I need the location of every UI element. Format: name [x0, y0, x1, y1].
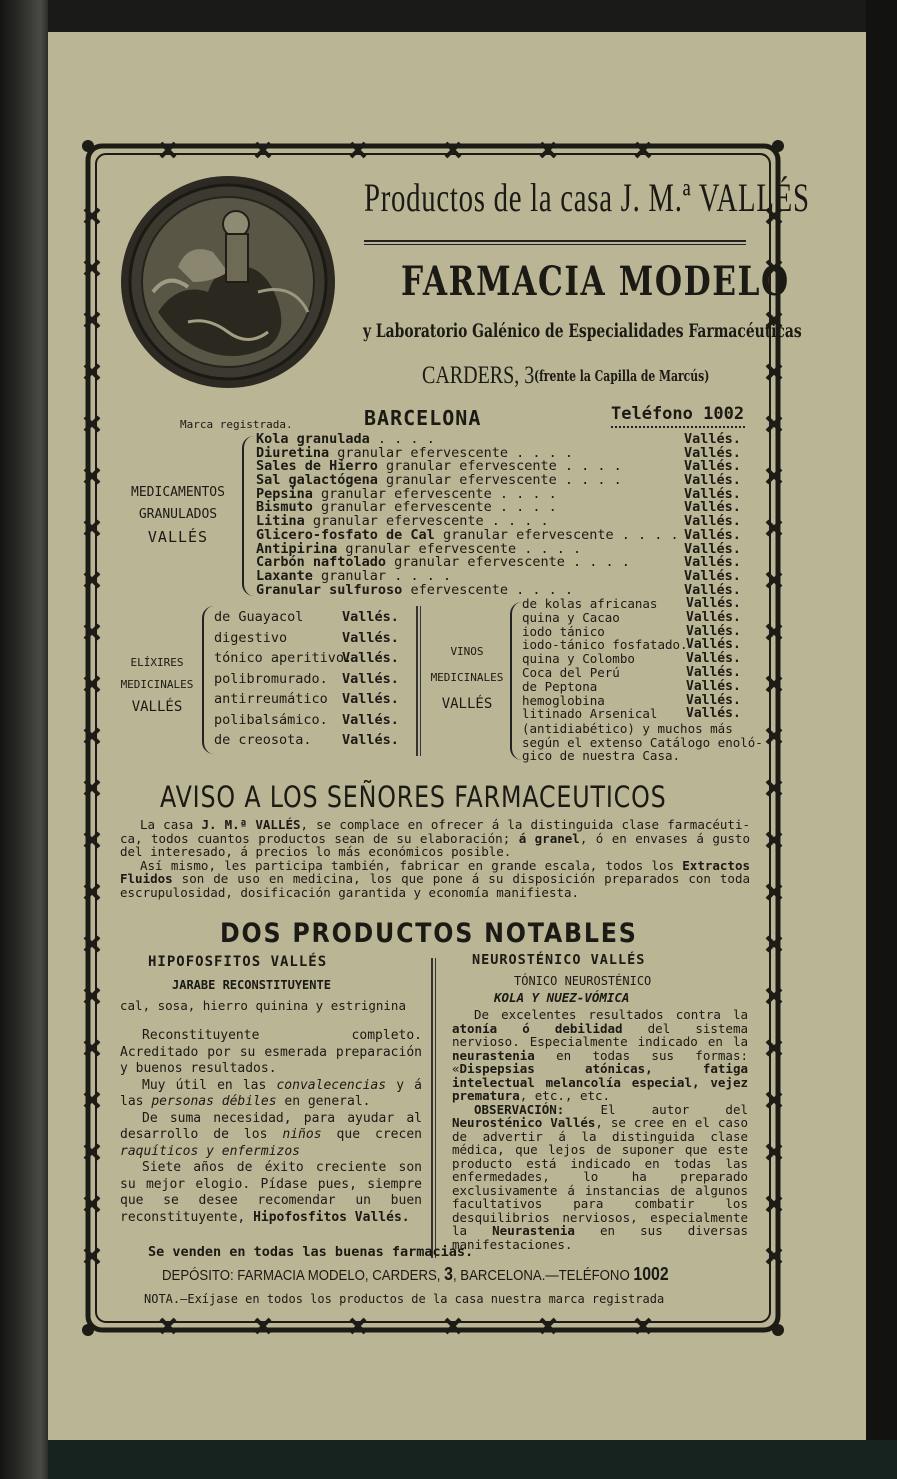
- neurostenico-observacion: OBSERVACIÓN:: [474, 1101, 565, 1117]
- book-binding: [0, 0, 48, 1479]
- neurostenico-text-part: en sus diversas manifestaciones.: [452, 1223, 748, 1252]
- granulado-name: Bismuto: [256, 499, 313, 516]
- granulado-name: Kola granulada: [256, 431, 370, 447]
- vinos-list: [522, 596, 750, 720]
- neurostenico-title: NEUROSTÉNICO VALLÉS: [472, 952, 646, 968]
- granulado-desc: granular efervescente: [434, 526, 614, 543]
- granulados-label-line1: MEDICAMENTOS: [131, 485, 225, 500]
- notables-divider-thin: [435, 958, 437, 1258]
- leader-dots: . . . .: [564, 554, 630, 571]
- vino-item: [522, 651, 750, 665]
- granulado-desc: granular efervescente: [377, 472, 557, 489]
- neurostenico-bold: atonía ó debilidad: [452, 1020, 623, 1036]
- page-edge-shadow: [866, 0, 897, 1479]
- vino-item: [522, 637, 750, 651]
- elixir-brand: Vallés.: [342, 609, 399, 625]
- elixir-name: antirreumático: [214, 691, 328, 707]
- trademark-seal-image: [118, 172, 338, 392]
- elixir-name: digestivo: [214, 629, 288, 646]
- granulado-brand: Vallés.: [684, 554, 741, 571]
- vino-brand: Vallés.: [686, 651, 741, 667]
- elixir-item: [214, 609, 414, 630]
- hipofosfitos-p2: [120, 1078, 422, 1111]
- aviso-paragraph-1: [120, 818, 750, 859]
- granulado-desc: efervescente: [402, 581, 508, 598]
- aviso-text: del interesado, á precios lo más económicos posible.: [120, 844, 512, 859]
- vinos-note-line3: gico de nuestra Casa.: [522, 748, 681, 764]
- aviso-paragraph-2: [120, 859, 750, 900]
- granulado-desc: granular efervescente: [312, 499, 492, 516]
- vino-brand: Vallés.: [686, 664, 741, 680]
- leader-dots: . . . .: [556, 458, 622, 475]
- notables-title: DOS PRODUCTOS NOTABLES: [220, 918, 638, 949]
- neurostenico-subtitle2: KOLA Y NUEZ-VÓMICA: [494, 990, 630, 1005]
- aviso-brand: J. M.ª VALLÉS: [201, 817, 301, 832]
- hipofosfitos-italic: convalecencias: [276, 1077, 387, 1093]
- granulado-brand: Vallés.: [684, 444, 741, 461]
- granulado-name: Granular sulfuroso: [256, 581, 403, 598]
- elixires-label-line2: MEDICINALES: [120, 678, 194, 691]
- aviso-granel: á granel: [518, 830, 580, 846]
- neurostenico-bold: Dispepsias atónicas, fatiga intelectual melancolía especial, vejez prematura: [452, 1061, 748, 1103]
- hipofosfitos-subtitle: JARABE RECONSTITUYENTE: [172, 978, 331, 992]
- hipofosfitos-text-part: Siete años de éxito creciente son su mejor elogio. Pídase pues, siempre que se desee recomendar un buen reconstituyente,: [120, 1160, 422, 1225]
- hipofosfitos-text-part: en general.: [276, 1094, 371, 1109]
- aviso-text: escrupulosidad, dosificación garantida y economía manifiesta.: [120, 884, 580, 900]
- elixir-item: [214, 732, 414, 753]
- neurostenico-text-part: , se cree en el caso de advertir á la distinguida clase médica, que lejos de suponer que este producto está indicado en todas las enfermedades, lo ha preparado exclusivamente á instancias de algunos facultativos para combatir los desquilibrios nerviosos, especialmente la: [452, 1115, 748, 1238]
- aviso-extractos: Extractos: [682, 857, 750, 873]
- hipofosfitos-p1: Reconstituyente completo. Acreditado por su esmerada preparación y buenos resultados.: [120, 1028, 422, 1076]
- neurostenico-text-part: , etc., etc.: [519, 1088, 611, 1103]
- neurostenico-text-part: El autor del: [564, 1101, 748, 1117]
- aviso-text: , se complace en ofrecer á la distinguida clase farmacéuti-: [300, 817, 750, 832]
- granulado-brand: Vallés.: [684, 526, 741, 543]
- elixires-label: [114, 652, 200, 718]
- neurostenico-p2: [452, 1103, 748, 1252]
- aviso-paragraph: [120, 818, 750, 899]
- vino-item: [522, 706, 750, 720]
- vino-brand: Vallés.: [686, 609, 741, 625]
- granulado-brand: Vallés.: [684, 485, 741, 502]
- deposit-text: DEPÓSITO: FARMACIA MODELO, CARDERS,: [162, 1267, 445, 1284]
- vino-brand: Vallés.: [686, 678, 741, 694]
- leader-dots: . . . .: [483, 513, 549, 530]
- hipofosfitos-ingredients: cal, sosa, hierro quinina y estrignina: [120, 998, 406, 1013]
- aviso-text: La casa: [140, 817, 202, 832]
- hipofosfitos-p3: [120, 1111, 422, 1161]
- vinos-note: [522, 722, 763, 763]
- hipofosfitos-text-part: De suma necesidad, para ayudar al desarrollo de los: [120, 1110, 422, 1142]
- granulado-brand: Vallés.: [684, 431, 741, 447]
- vino-name: iodo tánico: [522, 623, 605, 639]
- granulado-desc: granular efervescente: [337, 540, 517, 557]
- elixir-item: [214, 671, 414, 692]
- address-note: (frente la Capilla de Marcús): [534, 367, 710, 385]
- vinos-label: [424, 639, 510, 717]
- granulado-name: Glicero-fosfato de Cal: [256, 526, 435, 543]
- elixir-name: de creosota.: [214, 732, 312, 748]
- elixir-brand: Vallés.: [342, 711, 399, 728]
- granulado-brand: Vallés.: [684, 472, 741, 489]
- granulado-name: Diuretina: [256, 444, 330, 461]
- granulado-name: Sal galactógena: [256, 472, 378, 489]
- aviso-title: AVISO A LOS SEÑORES FARMACEUTICOS: [160, 780, 667, 814]
- trademark-note: NOTA.—Exíjase en todos los productos de la casa nuestra marca registrada: [144, 1292, 665, 1306]
- vino-name: iodo-tánico fosfatado.: [522, 637, 688, 653]
- leader-dots: . . . .: [369, 431, 435, 447]
- hipofosfitos-text: [120, 1028, 422, 1226]
- column-divider: [416, 606, 419, 756]
- neurostenico-bold: neurastenia: [452, 1047, 535, 1063]
- granulado-desc: granular efervescente: [312, 485, 492, 502]
- advertisement-frame: [78, 136, 810, 1340]
- phone: Teléfono 1002: [611, 404, 745, 424]
- elixir-item: [214, 650, 414, 671]
- granulado-brand: Vallés.: [684, 499, 741, 516]
- header-rule-thin: [364, 244, 746, 245]
- scan-background: [48, 1440, 897, 1479]
- hipofosfitos-text-part: Muy útil en las: [142, 1077, 277, 1093]
- elixir-name: polibalsámico.: [214, 711, 328, 728]
- granulados-list: [256, 433, 748, 597]
- neurostenico-p1: [452, 1008, 748, 1103]
- vino-brand: Vallés.: [686, 596, 741, 611]
- leader-dots: . . . .: [507, 581, 574, 598]
- vino-name: quina y Colombo: [522, 651, 635, 667]
- city: BARCELONA: [364, 406, 482, 430]
- leader-dots: . . . .: [516, 540, 582, 557]
- elixir-item: [214, 630, 414, 651]
- elixir-brand: Vallés.: [342, 629, 399, 646]
- hipofosfitos-italic: niños: [282, 1127, 322, 1142]
- vinos-label-line2: MEDICINALES: [430, 671, 504, 684]
- vino-item: [522, 679, 750, 693]
- vinos-label-line1: VINOS: [450, 645, 484, 658]
- granulados-label-line3: VALLÉS: [147, 528, 209, 546]
- hipofosfitos-brand: Hipofosfitos Vallés.: [253, 1209, 410, 1225]
- vino-item: [522, 596, 750, 610]
- hipofosfitos-text-part: que crecen: [321, 1127, 422, 1142]
- elixir-brand: Vallés.: [342, 650, 399, 666]
- granulado-desc: granular efervescente: [377, 458, 557, 475]
- leader-dots: . . . .: [491, 485, 557, 502]
- granulado-brand: Vallés.: [684, 581, 741, 598]
- elixir-brand: Vallés.: [342, 732, 399, 748]
- border-corner-ornament: [772, 140, 784, 152]
- granulado-name: Litina: [256, 513, 305, 530]
- leader-dots: . . . .: [491, 499, 557, 516]
- vino-name: Coca del Perú: [522, 664, 620, 680]
- leader-dots: . . . .: [613, 526, 679, 543]
- vino-brand: Vallés.: [686, 706, 741, 722]
- vino-item: [522, 693, 750, 707]
- column-divider-thin: [420, 606, 422, 756]
- granulado-name: Antipirina: [256, 540, 338, 557]
- vino-name: hemoglobina: [522, 692, 605, 708]
- aviso-text: ca, todos cuantos productos sean de su elaboración;: [120, 830, 519, 846]
- granulado-brand: Vallés.: [684, 567, 741, 584]
- elixires-label-line1: ELÍXIRES: [130, 656, 184, 669]
- granulado-desc: granular efervescente: [329, 444, 508, 461]
- granulado-desc: granular efervescente: [386, 554, 565, 571]
- leader-dots: . . . .: [386, 567, 452, 584]
- granulados-brace: [242, 436, 254, 596]
- header-rule: [364, 240, 746, 242]
- vino-name: de Peptona: [522, 678, 598, 694]
- address: CARDERS, 3: [422, 362, 535, 389]
- deposit-phone: 1002: [633, 1264, 669, 1284]
- vino-name: quina y Cacao: [522, 609, 620, 625]
- vino-name: litinado Arsenical: [522, 706, 658, 722]
- hipofosfitos-italic: raquíticos y enfermizos: [120, 1143, 301, 1159]
- pharmacy-name: FARMACIA MODELO: [401, 258, 790, 305]
- vino-brand: Vallés.: [686, 637, 741, 653]
- vino-name: de kolas africanas: [522, 596, 658, 611]
- elixir-brand: Vallés.: [342, 670, 399, 687]
- neurostenico-bold: Neurastenia: [492, 1223, 575, 1238]
- elixires-brace: [202, 606, 214, 754]
- granulado-desc: granular: [312, 567, 387, 584]
- granulado-name: Sales de Hierro: [256, 458, 378, 475]
- granulado-desc: granular efervescente: [304, 513, 484, 530]
- granulado-name: Pepsina: [256, 485, 313, 502]
- vino-item: [522, 624, 750, 638]
- header-title: Productos de la casa J. M.ª VALLÉS: [364, 175, 810, 220]
- vino-item: [522, 610, 750, 624]
- hipofosfitos-title: HIPOFOSFITOS VALLÉS: [148, 954, 328, 970]
- deposit-line: [162, 1264, 669, 1285]
- granulados-label-line2: GRANULADOS: [138, 507, 218, 522]
- notables-divider: [431, 958, 434, 1258]
- aviso-text: , ó en envases á gusto: [579, 830, 750, 846]
- vinos-note-line2: según el extenso Catálogo enoló-: [522, 734, 763, 750]
- leader-dots: . . . .: [556, 472, 622, 489]
- leader-dots: . . . .: [507, 444, 573, 461]
- aviso-text: Así mismo, les participa también, fabricar en grande escala, todos los: [140, 857, 683, 873]
- elixir-name: de Guayacol: [214, 609, 304, 625]
- elixir-name: tónico aperitivo.: [214, 650, 353, 666]
- neurostenico-bold: Neurosténico Vallés: [452, 1115, 596, 1130]
- vinos-brace: [510, 602, 522, 760]
- hipofosfitos-p4: [120, 1160, 422, 1226]
- phone-underline: [611, 426, 745, 430]
- neurostenico-text: [452, 1008, 748, 1251]
- deposit-number: 3: [444, 1264, 453, 1284]
- vinos-note-line1: (antidiabético) y muchos más: [522, 721, 733, 736]
- elixir-name: polibromurado.: [214, 670, 328, 687]
- trademark-caption: Marca registrada.: [180, 418, 293, 431]
- granulado-name: Laxante: [256, 567, 313, 584]
- hipofosfitos-italic: personas débiles: [151, 1094, 277, 1109]
- aviso-fluidos: Fluidos: [120, 871, 173, 886]
- granulado-brand: Vallés.: [684, 540, 741, 557]
- granulado-brand: Vallés.: [684, 458, 741, 475]
- vino-brand: Vallés.: [686, 623, 741, 639]
- neurostenico-text-part: en todas sus formas: «: [452, 1047, 748, 1076]
- elixires-list: [214, 609, 414, 753]
- elixires-label-line3: VALLÉS: [131, 699, 183, 715]
- elixir-item: [214, 712, 414, 733]
- border-corner-ornament: [82, 140, 94, 152]
- neurostenico-subtitle: TÓNICO NEUROSTÉNICO: [514, 974, 652, 988]
- elixir-item: [214, 691, 414, 712]
- laboratory-line: y Laboratorio Galénico de Especialidades Farmacéuticas: [363, 320, 802, 342]
- granulado-brand: Vallés.: [684, 513, 741, 530]
- vinos-label-line3: VALLÉS: [441, 696, 493, 712]
- vino-brand: Vallés.: [686, 692, 741, 708]
- border-corner-ornament: [772, 1324, 784, 1336]
- vino-item: [522, 665, 750, 679]
- sold-everywhere: Se venden en todas las buenas farmacias.: [148, 1244, 474, 1260]
- deposit-text: , BARCELONA.—TELÉFONO: [452, 1267, 634, 1284]
- neurostenico-text-part: De excelentes resultados contra la: [474, 1007, 748, 1022]
- neurostenico-text-part: del sistema nervioso. Especialmente indicado en la: [452, 1020, 748, 1049]
- border-corner-ornament: [82, 1324, 94, 1336]
- hipofosfitos-text-part: y á las: [120, 1077, 422, 1109]
- granulados-label: [118, 482, 238, 548]
- elixir-brand: Vallés.: [342, 691, 399, 707]
- granulado-name: Carbón naftolado: [256, 554, 387, 571]
- aviso-text: son de uso en medicina, los que pone á su disposición preparados con toda: [172, 871, 750, 886]
